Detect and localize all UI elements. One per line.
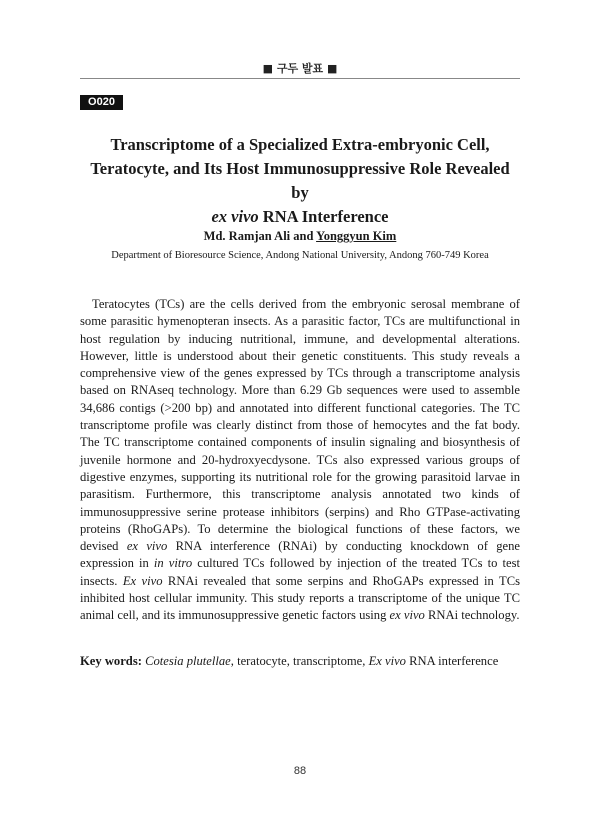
title-italic-term: ex vivo <box>211 207 259 226</box>
abstract-italic-2: in vitro <box>153 556 193 571</box>
title-line-2: Teratocyte, and Its Host Immunosuppressive Role Revealed by <box>90 159 510 202</box>
keyword-list-1: , teratocyte, transcriptome, <box>230 654 369 668</box>
abstract-italic-3: Ex vivo <box>122 573 163 588</box>
title-line-3 <box>80 205 520 229</box>
keyword-species: Cotesia plutellae <box>145 654 231 668</box>
keywords-label: Key words: <box>80 654 142 668</box>
author-2-presenting: Yonggyun Kim <box>316 229 397 243</box>
keyword-ex-vivo: Ex vivo <box>368 654 406 668</box>
author-list <box>80 229 520 244</box>
section-header: ■ 구두 발표 ■ <box>262 62 338 75</box>
title-line-3-rest: RNA Interference <box>258 207 389 226</box>
paper-title <box>80 133 520 229</box>
abstract-part-3: cultured TCs followed by injection of the treated TCs to test insects. <box>80 556 520 588</box>
abstract-italic-1: ex vivo <box>126 539 168 554</box>
abstract-part-2: RNA interference (RNAi) by conducting knockdown of gene expression in <box>80 539 520 571</box>
abstract-text <box>80 296 520 625</box>
affiliation: Department of Bioresource Science, Andong National University, Andong 760-749 Korea <box>111 250 489 261</box>
page-number: 88 <box>293 765 307 777</box>
author-1: Md. Ramjan Ali and <box>203 229 317 243</box>
abstract-part-1: Teratocytes (TCs) are the cells derived from the embryonic serosal membrane of some parasitic hymenopteran insects. As a parasitic factor, TCs are multifunctional in host regulation by inducing nutritional, immune, and developmental alterations. However, little is understood about their genetic constituents. This study reveals a comprehensive view of the genes expressed by TCs through a transcriptome analysis based on RNAseq technology. More than 6.29 Gb sequences were used to assemble 34,686 contigs (>200 bp) and annotated into different functional categories. The TC transcriptome profile was clearly distinct from those of hemocytes and the fat body. The TC transcriptome contained components of insulin signaling and biosynthesis of juvenile hormone and 20-hydroxyecdysone. TCs also expressed various groups of digestive enzymes, supporting its nutritional role for the growing parasitoid larvae in parasitism. Furthermore, this transcriptome analysis annotated two kinds of immunosuppressive serine protease inhibitors (serpins) and Rho GTPase-activating proteins (RhoGAPs). To determine the biological functions of these factors, we devised <box>80 297 520 554</box>
keyword-list-2: RNA interference <box>405 654 499 668</box>
header-divider <box>80 78 520 79</box>
abstract-code-badge: O020 <box>80 95 123 110</box>
abstract-part-4: RNAi revealed that some serpins and RhoGAPs expressed in TCs inhibited host cellular immunity. This study reports a transcriptome of the unique TC animal cell, and its immunosuppressive genetic factors using <box>80 573 520 623</box>
keywords <box>80 653 530 670</box>
abstract-part-5: RNAi technology. <box>424 608 520 623</box>
abstract-italic-4: ex vivo <box>389 608 425 623</box>
title-line-1: Transcriptome of a Specialized Extra-embryonic Cell, <box>110 135 490 154</box>
